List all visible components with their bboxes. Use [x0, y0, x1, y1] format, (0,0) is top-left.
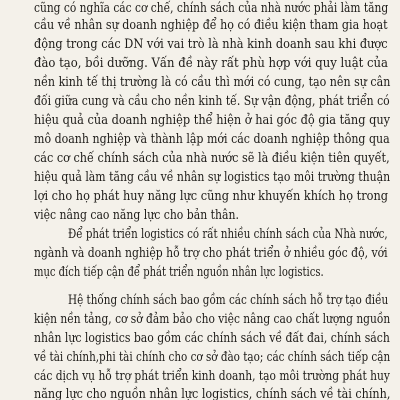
text-line: năng lực cho nguồn nhân lực logistics, chính sách về tài chính, [34, 387, 391, 400]
text-line: hiệu quả làm tăng cầu về nhân sự logistics tạo môi trường thuận [34, 170, 391, 185]
text-line: đào tạo, bồi dưỡng. Vấn đề này rất phù hợp với quy luật của [34, 56, 389, 71]
text-line: kiện nền tảng, cơ sở đảm bảo cho việc nâng cao chất lượng nguồn [34, 312, 391, 327]
text-line: Hệ thống chính sách bao gồm các chính sách hỗ trợ tạo điều [68, 293, 389, 308]
text-line: về tài chính,phi tài chính cho cơ sở đào tạo; các chính sách tiếp cận [34, 350, 391, 365]
text-line: hiệu quả của doanh nghiệp thể hiện ở hai góc độ gia tăng quy [34, 113, 391, 128]
text-line: mục đích tiếp cận để phát triển nguồn nhân lực logistics. [34, 265, 324, 280]
text-line: Để phát triển logistics có rất nhiều chính sách của Nhà nước, [68, 227, 388, 242]
text-line: nền kinh tế thị trường là có cầu thì mới có cung, tạo nên sự cân [34, 75, 391, 90]
text-line: các dịch vụ hỗ trợ phát triển kinh doanh, tạo môi trường phát huy [34, 369, 390, 384]
text-line: ngành và doanh nghiệp hỗ trợ cho phát triển ở nhiều góc độ, với [34, 246, 388, 261]
text-line: đối giữa cung và cầu cho nền kinh tế. Sự vận động, phát triển có [34, 94, 390, 109]
text-line: động trong các DN với vai trò là nhà kinh doanh sau khi được [34, 37, 388, 52]
text-line: lợi cho họ phát huy năng lực cũng như khuyến khích họ trong [34, 189, 389, 204]
text-line: việc nâng cao năng lực cho bản thân. [34, 208, 239, 223]
text-line: mô doanh nghiệp và thành lập mới các doanh nghiệp thông qua [34, 132, 390, 147]
text-line: các cơ chế chính sách của nhà nước sẽ là điều kiện tiên quyết, [34, 151, 390, 166]
text-line: cầu về nhân sự doanh nghiệp để họ có điều kiện tham gia hoạt [34, 18, 388, 33]
text-line: nhân lực logistics bao gồm các chính sách về đất đai, chính sách [34, 331, 390, 346]
text-line: cũng có nghĩa các cơ chế, chính sách của nhà nước phải làm tăng [34, 1, 389, 16]
